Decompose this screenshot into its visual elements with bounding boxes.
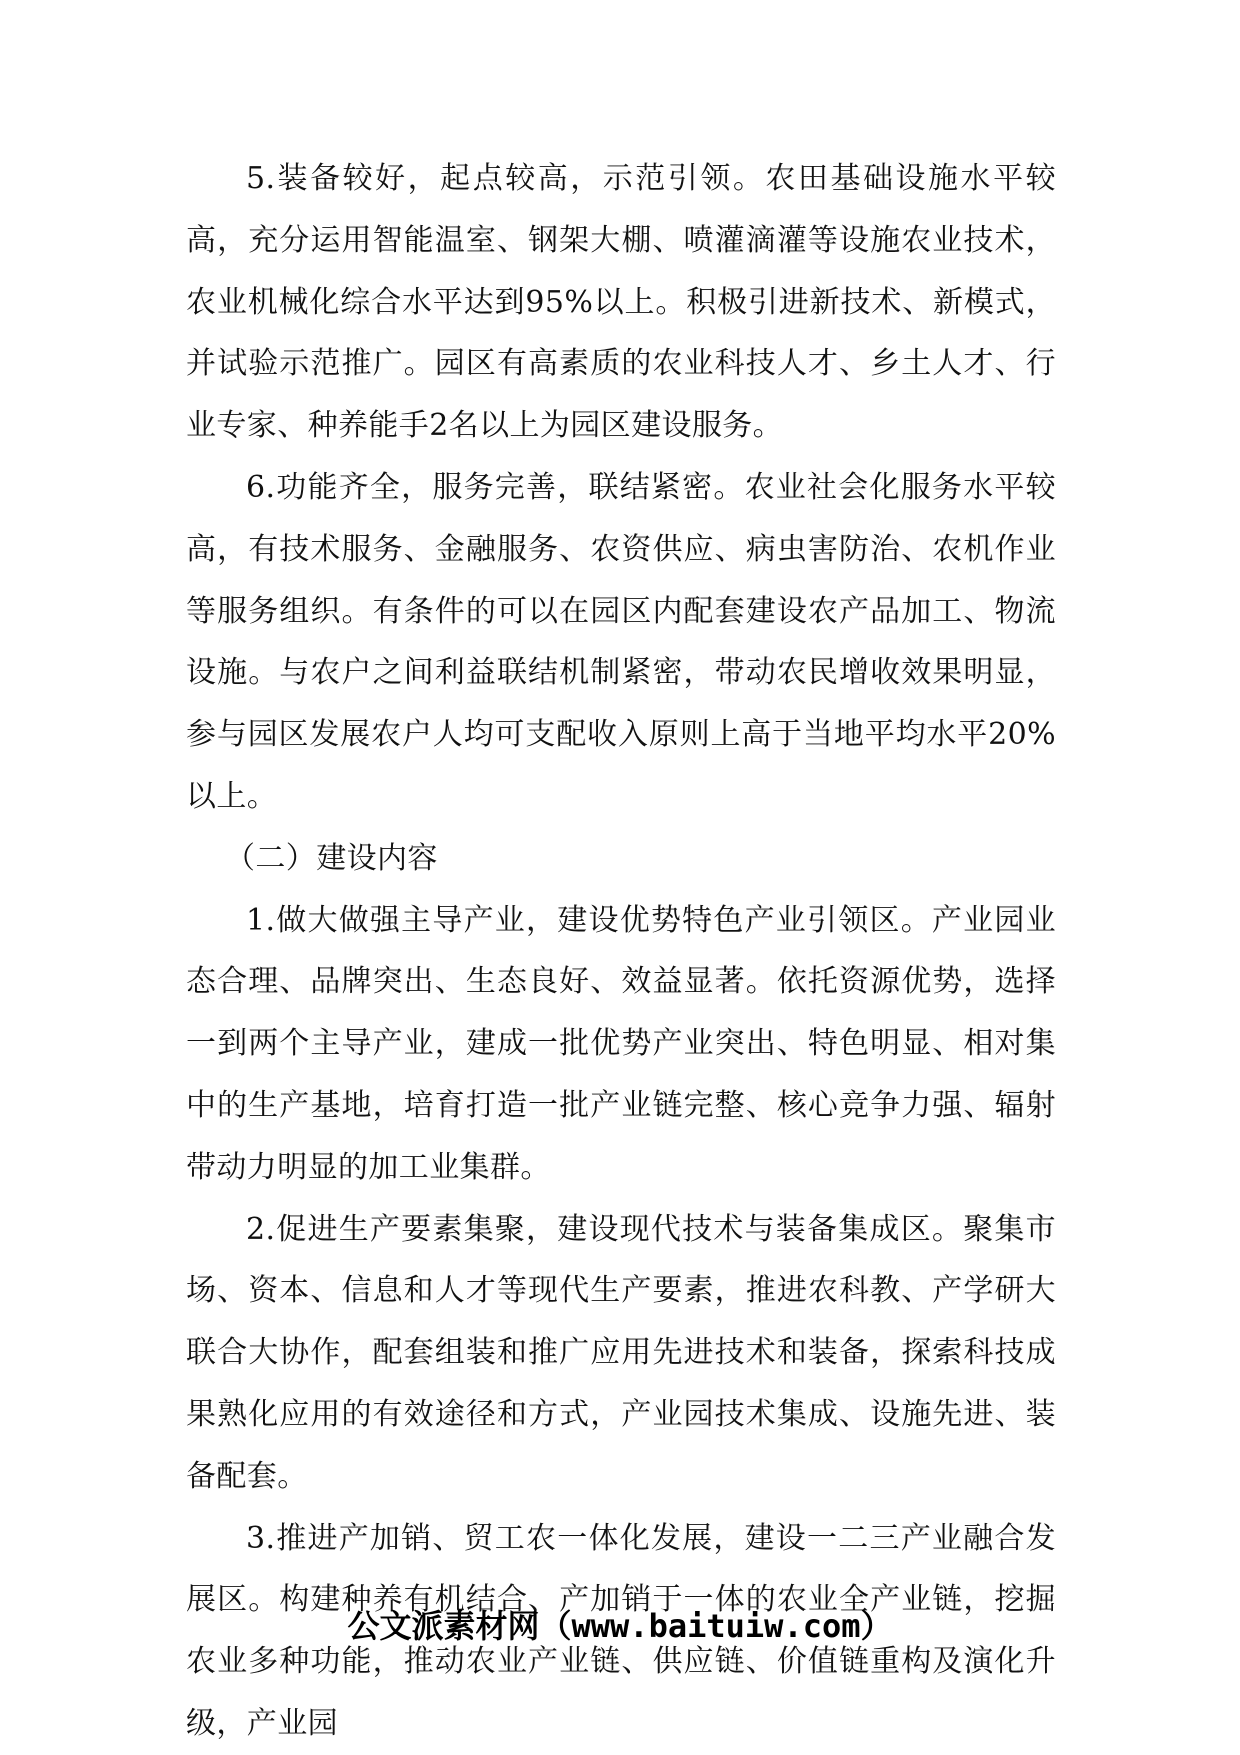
document-body [186,148,1056,1755]
paragraph-integration: 3.推进产加销、贸工农一体化发展，建设一二三产业融合发展区。构建种养有机结合、产加销于一体的农业全产业链，挖掘农业多种功能，推动农业产业链、供应链、价值链重构及演化升级，产业园 [186,1520,1056,1741]
section-heading-construction-content: （二）建设内容 [225,840,438,876]
paragraph-production-factors: 2.促进生产要素集聚，建设现代技术与装备集成区。聚集市场、资本、信息和人才等现代生产要素，推进农科教、产学研大联合大协作，配套组装和推广应用先进技术和装备，探索科技成果熟化应用的有效途径和方式，产业园技术集成、设施先进、装备配套。 [186,1211,1056,1494]
paragraph-functions: 6.功能齐全，服务完善，联结紧密。农业社会化服务水平较高，有技术服务、金融服务、农资供应、病虫害防治、农机作业等服务组织。有条件的可以在园区内配套建设农产品加工、物流设施。与农户之间利益联结机制紧密，带动农民增收效果明显，参与园区发展农户人均可支配收入原则上高于当地平均水平20%以上。 [186,469,1056,814]
paragraph-leading-industry: 1.做大做强主导产业，建设优势特色产业引领区。产业园业态合理、品牌突出、生态良好、效益显著。依托资源优势，选择一到两个主导产业，建成一批优势产业突出、特色明显、相对集中的生产基地，培育打造一批产业链完整、核心竞争力强、辐射带动力明显的加工业集群。 [186,902,1056,1185]
watermark-footer: 公文派素材网（www.baituiw.com） [347,1607,893,1645]
paragraph-equipment: 5.装备较好，起点较高，示范引领。农田基础设施水平较高，充分运用智能温室、钢架大棚、喷灌滴灌等设施农业技术，农业机械化综合水平达到95%以上。积极引进新技术、新模式，并试验示范推广。园区有高素质的农业科技人才、乡土人才、行业专家、种养能手2名以上为园区建设服务。 [186,161,1056,444]
